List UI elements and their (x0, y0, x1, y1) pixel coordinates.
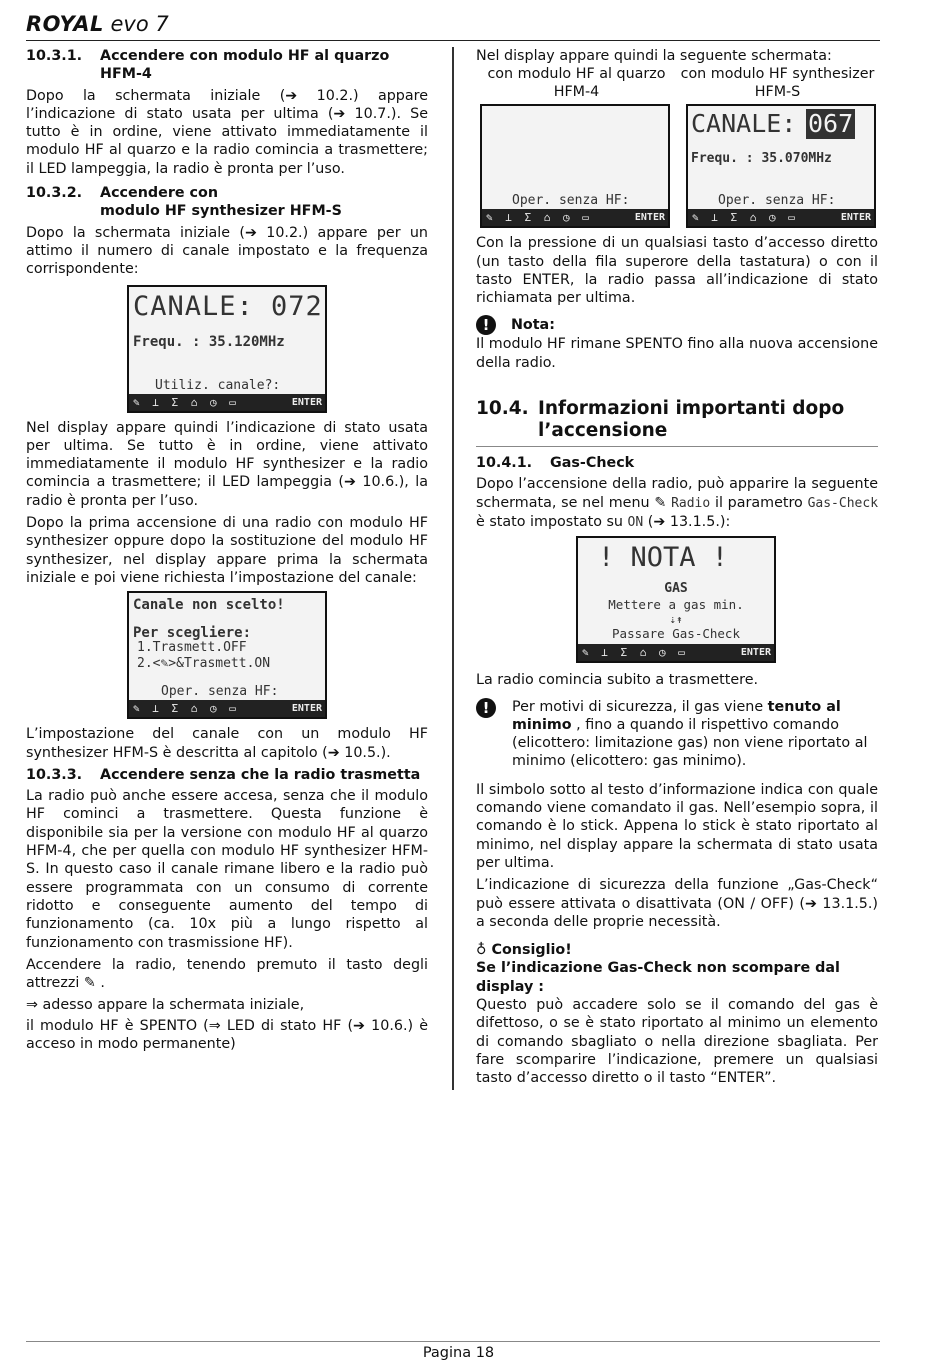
section-title-line2: modulo HF synthesizer HFM-S (100, 203, 342, 220)
section-title-line1: Accendere con (100, 185, 219, 202)
menu-name: Radio (671, 495, 711, 511)
text-bold: tenuto al minimo (512, 698, 841, 733)
section-rule (476, 446, 878, 447)
text: Per motivi di sicurezza, il gas viene (512, 698, 768, 715)
paragraph: Dopo la schermata iniziale (➔ 10.2.) appare per un attimo il numero di canale impostato e la frequenza corrispondente: (26, 224, 428, 278)
lcd-line: ! NOTA ! (598, 542, 729, 574)
section-number: 10.4. (476, 398, 529, 420)
param-name: Gas-Check (807, 495, 879, 511)
section-number: 10.3.3. (26, 766, 83, 783)
note-heading (476, 315, 878, 335)
paragraph: L’indicazione di sicurezza della funzione „Gas-Check“ può essere attivata o disattivata (ON / OFF) (➔ 13.1.5.) a seconda delle proprie necessità. (476, 877, 878, 930)
lightbulb-icon: ♁ (476, 942, 487, 959)
text: , fino a quando il rispettivo comando (elicottero: limitazione gas) non viene riportato al minimo (elicottero: gas minimo). (512, 716, 868, 770)
section-title (100, 184, 342, 221)
paragraph: L’impostazione del canale con un modulo HF synthesizer HFM-S è descritta al capitolo (➔ 10.5.). (26, 726, 428, 761)
paragraph: Nel display appare quindi la seguente schermata: (476, 48, 832, 64)
paragraph: Questo può accadere solo se il comando del gas è difettoso, o se è stato riportato al minimo un elemento di comando sbagliato o nella direzione sbagliata. Per fare scomparire l’indicazione, premere un qualsiasi tasto d’accesso diretto o il tasto “ENTER”. (476, 997, 878, 1087)
lcd-channel-highlight: 067 (808, 109, 854, 139)
lcd-pair (480, 104, 876, 228)
brand-header (26, 12, 169, 36)
section-10-4-1-heading (476, 454, 878, 472)
lcd-line: Per scegliere: (133, 625, 252, 642)
lcd-bar-icons: ✎ ⊥ Σ ⌂ ◷ ▭ (133, 395, 239, 409)
tip-subheading: Se l’indicazione Gas-Check non scompare dal display : (476, 960, 840, 995)
lcd-bar-icons: ✎ ⊥ Σ ⌂ ◷ ▭ (486, 211, 592, 225)
section-title: Accendere con modulo HF al quarzo HFM-4 (100, 48, 390, 83)
section-10-3-1-heading (26, 47, 428, 84)
lcd-line: 1.Trasmett.OFF (137, 640, 247, 656)
paragraph (476, 475, 878, 532)
lcd-line: Frequ. : 35.070MHz (691, 151, 832, 167)
section-number: 10.4.1. (476, 455, 533, 472)
section-title: Gas-Check (550, 455, 635, 472)
lcd-line: CANALE: 072 (133, 290, 323, 322)
lcd-screen-hfm4 (480, 104, 670, 228)
paragraph: ⇒ adesso appare la schermata iniziale, (26, 997, 305, 1014)
section-10-4-heading (476, 398, 878, 442)
brand-model: evo 7 (110, 12, 169, 36)
lcd-icon-bar (129, 700, 325, 717)
lcd-bar-icons: ✎ ⊥ Σ ⌂ ◷ ▭ (582, 646, 688, 660)
page-number: Pagina 18 (422, 1345, 495, 1361)
section-10-3-3-heading (26, 766, 428, 784)
lcd-enter-label: ENTER (634, 212, 665, 224)
section-title: Accendere senza che la radio trasmetta (100, 766, 421, 783)
lcd-icon-bar (578, 644, 774, 661)
lcd-screen-gas-check (576, 536, 776, 663)
lcd-line: Oper. senza HF: (512, 193, 630, 209)
lcd-line: CANALE: (691, 109, 797, 139)
tip-label: Consiglio! (491, 942, 572, 959)
lcd-line: Utiliz. canale?: (155, 377, 281, 393)
warning-icon: ! (476, 315, 496, 335)
paragraph: Con la pressione di un qualsiasi tasto d’accesso diretto (un tasto della fila superore della tastatura) o con il tasto ENTER, la radio passa all’indicazione di stato richiamata per ultima. (476, 235, 878, 307)
warning-text (512, 698, 878, 771)
paragraph: La radio comincia subito a trasmettere. (476, 672, 759, 689)
lcd-bar-icons: ✎ ⊥ Σ ⌂ ◷ ▭ (133, 702, 239, 716)
paragraph: il modulo HF è SPENTO (⇒ LED di stato HF (➔ 10.6.) è acceso in modo permanente) (26, 1017, 428, 1052)
paragraph: Dopo la schermata iniziale (➔ 10.2.) appare l’indicazione di stato usata per ultima (➔ 10.7.). Se tutto è in ordine, viene attivato immediatamente il modulo HF al quarzo e la radio comincia a trasmettere; il LED lampeggia, la radio è pronta per l’uso. (26, 87, 428, 177)
header-rule (26, 40, 880, 41)
lcd-bar-icons: ✎ ⊥ Σ ⌂ ◷ ▭ (692, 211, 798, 225)
lcd-icon-bar (688, 209, 874, 226)
text: il parametro (714, 494, 803, 511)
lcd-line: Frequ. : 35.120MHz (133, 333, 285, 350)
lcd-line: Mettere a gas min. (608, 597, 744, 613)
note-label: Nota: (510, 317, 555, 334)
section-title: Informazioni importanti dopo l’accensione (538, 398, 845, 442)
right-column (476, 47, 878, 1092)
paragraph: La radio può anche essere accesa, senza che il modulo HF cominci a trasmettere. Questa funzione è disponibile sia per la versione con modulo HF al quarzo HFM-4, che per quella con modulo HF synthesizer HFM-S. In questo caso il canale rimane libero e la radio può essere programmata con un consumo di corrente ridotto e conseguente aumento del tempo di funzionamento (ca. 10x più a lungo rispetto al funzionamento con trasmissione HF). (26, 788, 428, 951)
lcd-line: Passare Gas-Check (612, 626, 740, 642)
lcd-screen-channel-not-set (127, 591, 327, 719)
paragraph: Dopo la prima accensione di una radio con modulo HF synthesizer oppure dopo la sostituzione del modulo HF synthesizer, nel display appare prima la schermata iniziale e poi viene richiesta l’impostazione del canale: (26, 515, 428, 586)
paragraph: Nel display appare quindi l’indicazione di stato usata per ultima. Se tutto è in ordine, viene attivato immediatamente il modulo HF synthesizer e la radio comincia a trasmettere; il LED lampeggia (➔ 10.6.), la radio è pronta per l’uso. (26, 419, 428, 509)
lcd-line: 2.<✎>&Trasmett.ON (137, 656, 271, 672)
caption-hfm4: con modulo HF al quarzo HFM-4 (487, 66, 666, 101)
paragraph: Il modulo HF rimane SPENTO fino alla nuova accensione della radio. (476, 336, 878, 371)
lcd-line: Oper. senza HF: (718, 193, 836, 209)
lcd-screen-channel (127, 285, 327, 413)
lcd-icon-bar (482, 209, 668, 226)
lcd-enter-label: ENTER (291, 396, 322, 408)
column-divider (452, 47, 454, 1090)
lcd-enter-label: ENTER (291, 703, 322, 715)
lcd-line: Canale non scelto! (133, 597, 285, 614)
param-value: ON (627, 514, 644, 530)
section-10-3-2-heading (26, 184, 428, 221)
section-number: 10.3.2. (26, 185, 83, 202)
lcd-screen-hfms (686, 104, 876, 228)
lcd-captions (476, 65, 878, 101)
tip-heading (476, 941, 878, 959)
lcd-line: Oper. senza HF: (161, 684, 279, 700)
warning-icon: ! (476, 698, 496, 718)
text: (➔ 13.1.5.): (647, 513, 731, 530)
footer-rule (26, 1341, 880, 1342)
lcd-enter-label: ENTER (840, 212, 871, 224)
lcd-icon-bar (129, 394, 325, 411)
lcd-line: GAS (664, 581, 688, 597)
paragraph: Il simbolo sotto al testo d’informazione indica con quale comando viene comandato il gas. Nell’esempio sopra, il comando è lo stick. Appena lo stick è stato riportato al minimo, nel display appare la schermata di stato usata per ultima. (476, 781, 878, 871)
text: è stato impostato su (476, 513, 623, 530)
caption-hfms: con modulo HF synthesizer HFM-S (680, 66, 875, 101)
left-column (26, 47, 428, 1057)
lcd-enter-label: ENTER (740, 647, 771, 659)
warning-block (476, 698, 878, 775)
stick-icon: ⇣↟ (669, 613, 683, 627)
paragraph: Accendere la radio, tenendo premuto il tasto degli attrezzi ✎ . (26, 956, 428, 992)
brand-name: ROYAL (26, 12, 104, 36)
section-number: 10.3.1. (26, 48, 83, 64)
text: Dopo l’accensione della radio, può apparire la seguente schermata, se nel menu ✎ (476, 476, 878, 511)
